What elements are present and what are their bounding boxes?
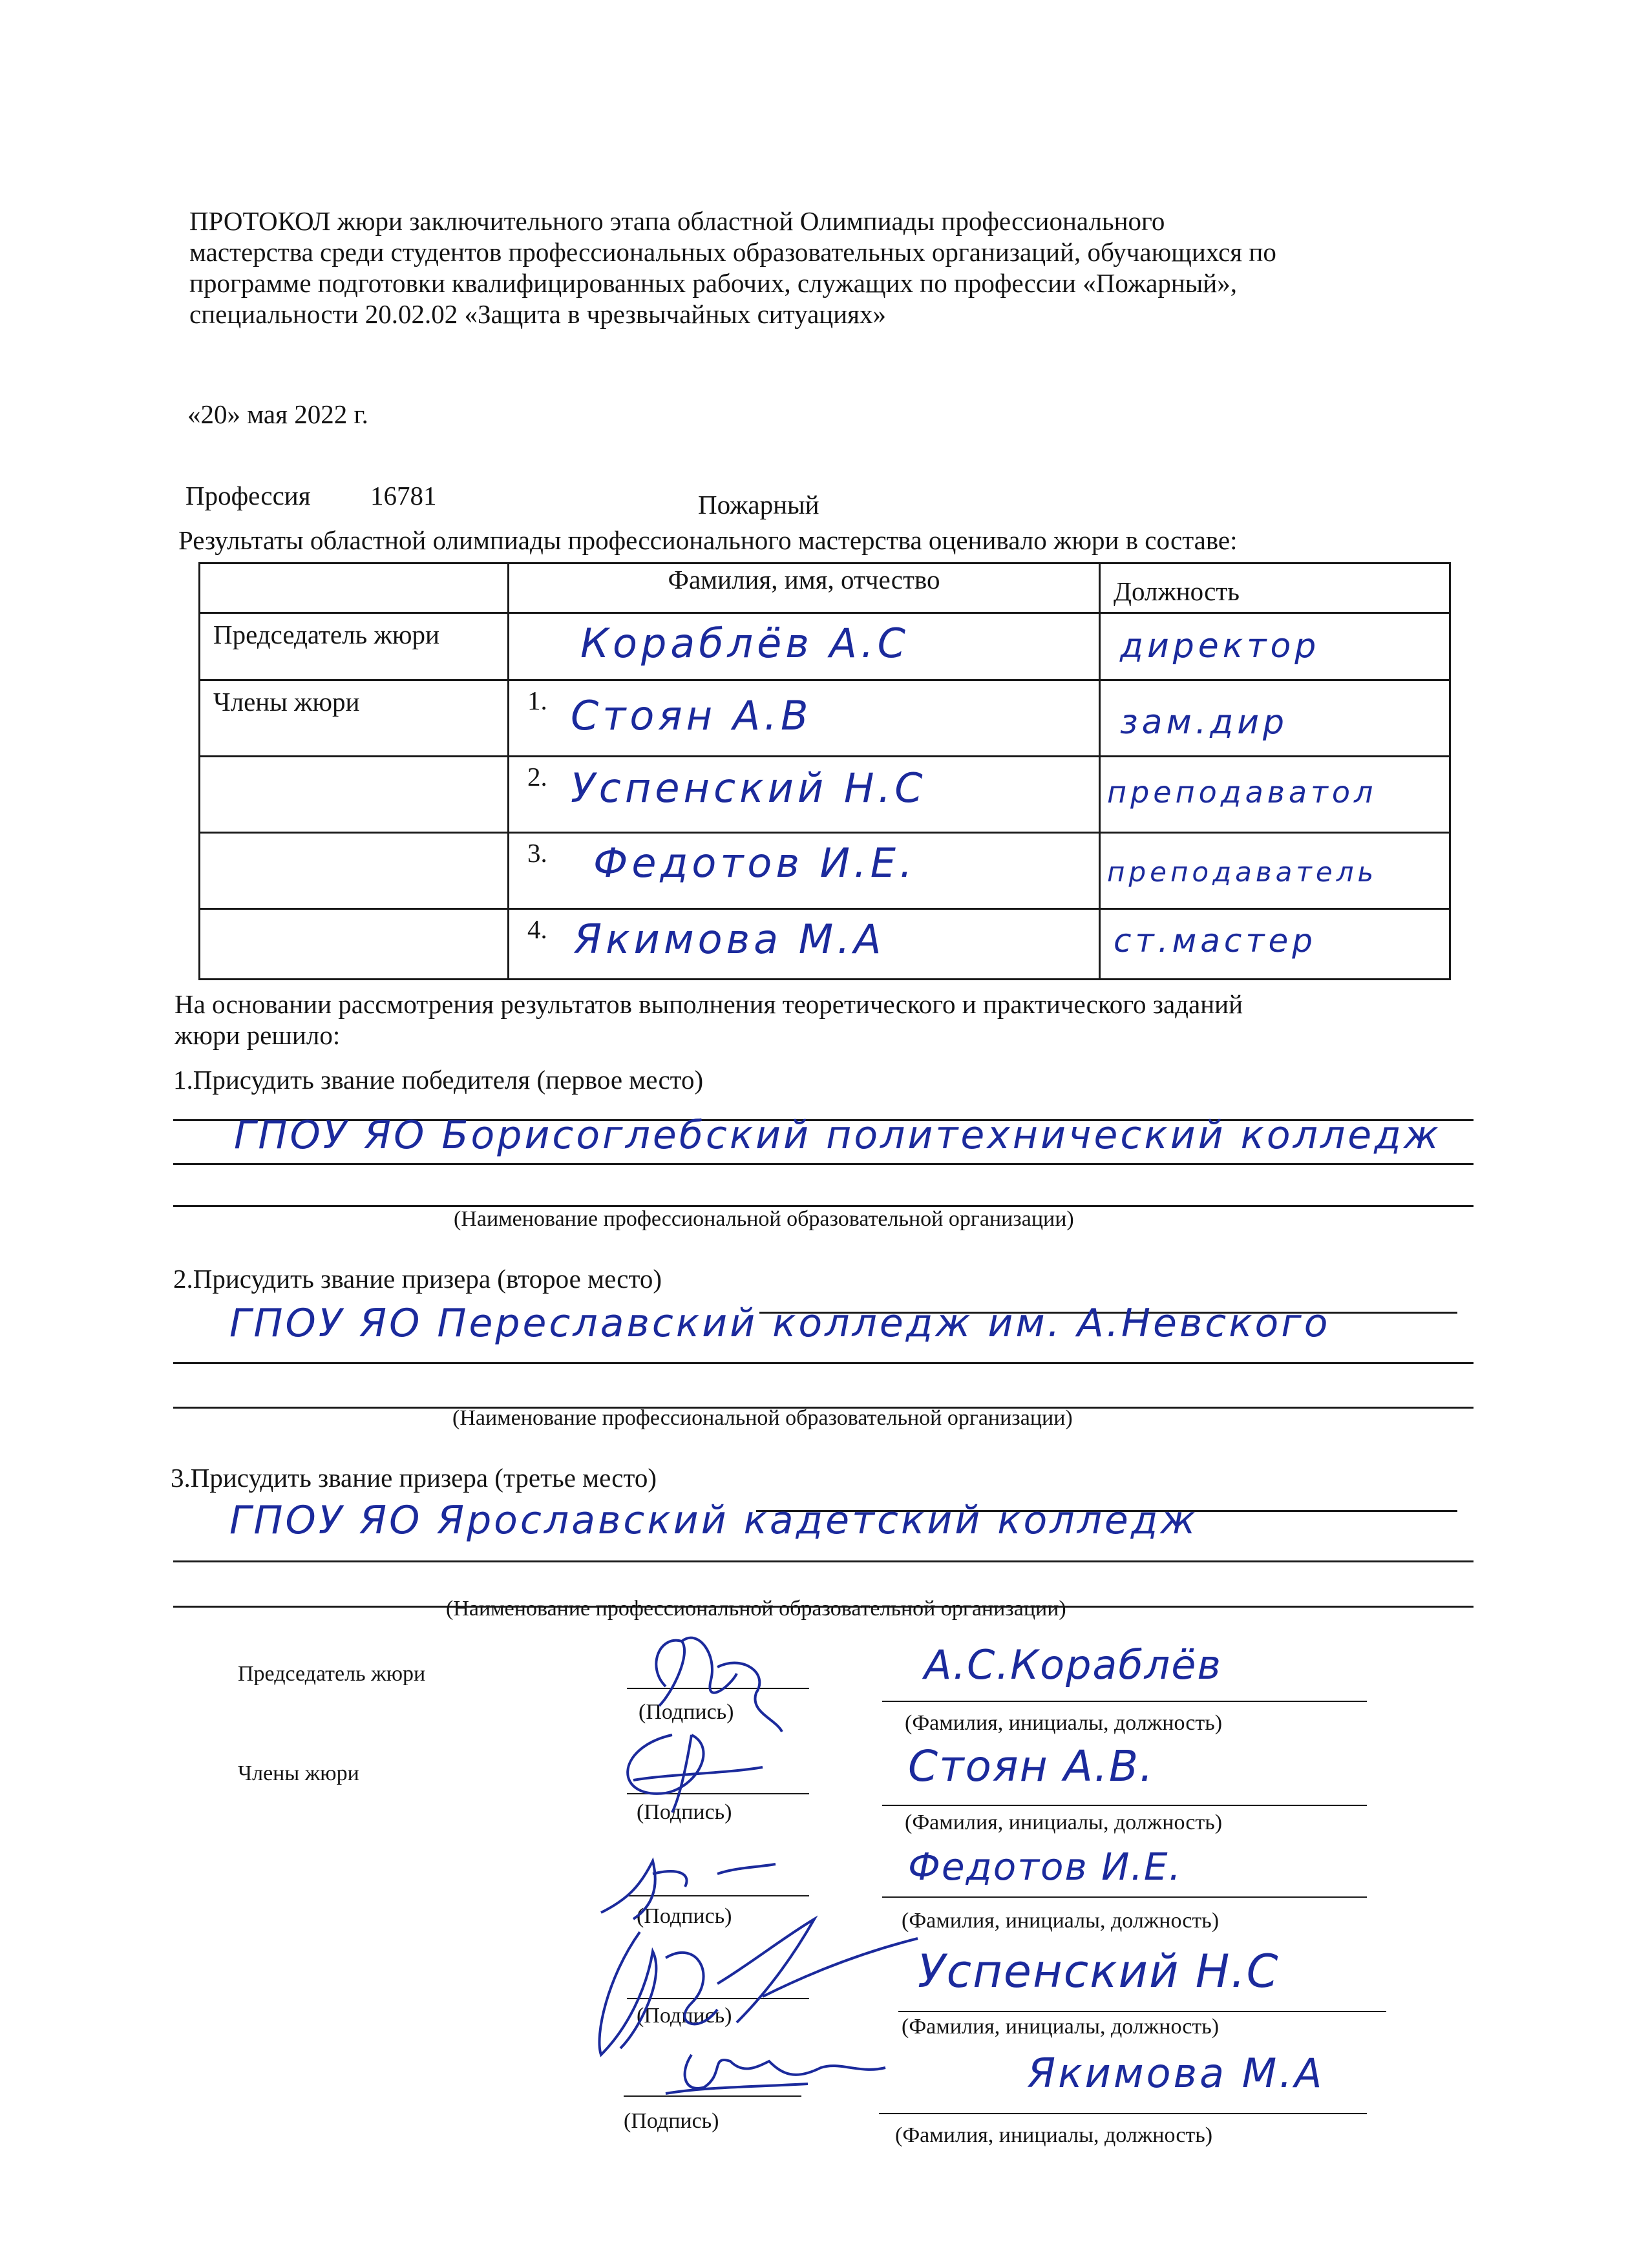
header-line-4: специальности 20.02.02 «Защита в чрезвычайных ситуациях»	[189, 299, 887, 329]
header-line-1: ПРОТОКОЛ жюри заключительного этапа областной Олимпиады профессионального	[189, 206, 1165, 236]
chair-label: Председатель жюри	[213, 620, 439, 649]
award-3-org-handwritten: ГПОУ ЯО Ярославский кадетский колледж	[229, 1498, 1198, 1543]
name-2-line	[882, 1805, 1367, 1806]
member-4-signature-scribble	[653, 2035, 898, 2106]
sig-2-caption: (Подпись)	[637, 1800, 732, 1824]
table-header-row	[200, 563, 1450, 613]
member-4-name-handwritten: Якимова М.А	[574, 916, 885, 963]
member-2-number: 2.	[527, 762, 547, 792]
jury-table	[198, 562, 1451, 980]
member-1-position-handwritten: зам.дир	[1120, 703, 1289, 742]
name-5-caption: (Фамилия, инициалы, должность)	[895, 2123, 1213, 2147]
member-4-name-cell	[509, 909, 1100, 980]
name-3-line	[882, 1896, 1367, 1898]
name-1-handwritten: А.С.Кораблёв	[924, 1641, 1222, 1688]
chair-position-cell	[1100, 613, 1450, 680]
award-1-line-b	[173, 1163, 1474, 1165]
member-4-position-cell	[1100, 909, 1450, 980]
name-1-caption: (Фамилия, инициалы, должность)	[905, 1711, 1223, 1735]
member-3-name-cell	[509, 833, 1100, 909]
profession-name: Пожарный	[698, 490, 819, 520]
award-3-label: 3.Присудить звание призера (третье место)	[171, 1463, 657, 1493]
chair-name-cell	[509, 613, 1100, 680]
member-3-name-handwritten: Федотов И.Е.	[593, 839, 916, 887]
table-row-member-1	[200, 680, 1450, 757]
header-line-3: программе подготовки квалифицированных рабочих, служащих по профессии «Пожарный»,	[189, 268, 1238, 298]
decision-line-2: жюри решило:	[174, 1020, 341, 1050]
table-row-member-3	[200, 833, 1450, 909]
member-2-blank-cell	[200, 757, 509, 833]
member-3-position-handwritten: преподаватель	[1107, 856, 1378, 888]
jury-intro: Результаты областной олимпиады профессионального мастерства оценивало жюри в составе:	[178, 525, 1238, 555]
col-position-label: Должность	[1114, 576, 1240, 606]
members-label: Члены жюри	[213, 687, 360, 717]
chair-position-handwritten: директор	[1120, 627, 1320, 666]
name-4-handwritten: Успенский Н.С	[918, 1945, 1280, 1998]
award-2-caption: (Наименование профессиональной образовательной организации)	[452, 1406, 1073, 1430]
sig-3-caption: (Подпись)	[637, 1904, 732, 1928]
profession-code: 16781	[370, 481, 437, 510]
table-row-chair	[200, 613, 1450, 680]
chair-label-cell	[200, 613, 509, 680]
member-1-signature-scribble	[595, 1722, 788, 1819]
member-3-blank-cell	[200, 833, 509, 909]
chair-name-handwritten: Кораблёв А.С	[580, 620, 909, 667]
award-2-org-handwritten: ГПОУ ЯО Переславский колледж им. А.Невского	[229, 1301, 1331, 1346]
header-cell-position	[1100, 563, 1450, 613]
award-1-org-handwritten: ГПОУ ЯО Борисоглебский политехнический колледж	[234, 1113, 1441, 1158]
member-3-position-cell	[1100, 833, 1450, 909]
member-4-blank-cell	[200, 909, 509, 980]
award-2-line-a	[173, 1362, 1474, 1364]
name-3-caption: (Фамилия, инициалы, должность)	[902, 1909, 1220, 1933]
sign-chair-label: Председатель жюри	[238, 1662, 426, 1686]
member-2-position-handwritten: преподаватол	[1107, 775, 1377, 810]
sig-5-caption: (Подпись)	[624, 2109, 719, 2133]
sig-4-caption: (Подпись)	[637, 2004, 732, 2028]
member-2-position-cell	[1100, 757, 1450, 833]
protocol-date: «20» мая 2022 г.	[187, 399, 368, 429]
header-line-2: мастерства среди студентов профессиональных образовательных организаций, обучающихся по	[189, 237, 1276, 267]
award-3-line-a	[173, 1560, 1474, 1562]
award-2-label: 2.Присудить звание призера (второе место)	[173, 1264, 662, 1294]
member-1-position-cell	[1100, 680, 1450, 757]
member-3-number: 3.	[527, 838, 547, 868]
member-1-name-handwritten: Стоян А.В	[571, 692, 812, 739]
name-4-caption: (Фамилия, инициалы, должность)	[902, 2015, 1220, 2039]
award-1-caption: (Наименование профессиональной образовательной организации)	[454, 1207, 1074, 1231]
member-2-name-cell	[509, 757, 1100, 833]
table-row-member-4	[200, 909, 1450, 980]
col-name-label: Фамилия, имя, отчество	[668, 565, 940, 594]
name-2-handwritten: Стоян А.В.	[908, 1741, 1155, 1791]
member-1-number: 1.	[527, 686, 547, 715]
header-cell-empty	[200, 563, 509, 613]
name-4-line	[898, 2011, 1386, 2012]
profession-label: Профессия	[185, 481, 311, 510]
member-2-name-handwritten: Успенский Н.С	[571, 764, 927, 812]
name-1-line	[882, 1701, 1367, 1702]
award-1-label: 1.Присудить звание победителя (первое место)	[173, 1065, 704, 1095]
member-4-number: 4.	[527, 914, 547, 944]
award-3-caption: (Наименование профессиональной образовательной организации)	[446, 1597, 1066, 1621]
name-2-caption: (Фамилия, инициалы, должность)	[905, 1811, 1223, 1834]
name-3-handwritten: Федотов И.Е.	[908, 1845, 1182, 1889]
table-row-member-2	[200, 757, 1450, 833]
sig-1-caption: (Подпись)	[639, 1700, 734, 1724]
name-5-handwritten: Якимова М.А	[1028, 2050, 1325, 2097]
header-cell-name	[509, 563, 1100, 613]
sign-members-label: Члены жюри	[238, 1761, 359, 1785]
decision-line-1: На основании рассмотрения результатов выполнения теоретического и практического заданий	[174, 989, 1243, 1019]
members-label-cell	[200, 680, 509, 757]
chair-signature-scribble	[620, 1615, 834, 1738]
member-4-position-handwritten: ст.мастер	[1114, 922, 1316, 960]
member-1-name-cell	[509, 680, 1100, 757]
name-5-line	[879, 2113, 1367, 2114]
